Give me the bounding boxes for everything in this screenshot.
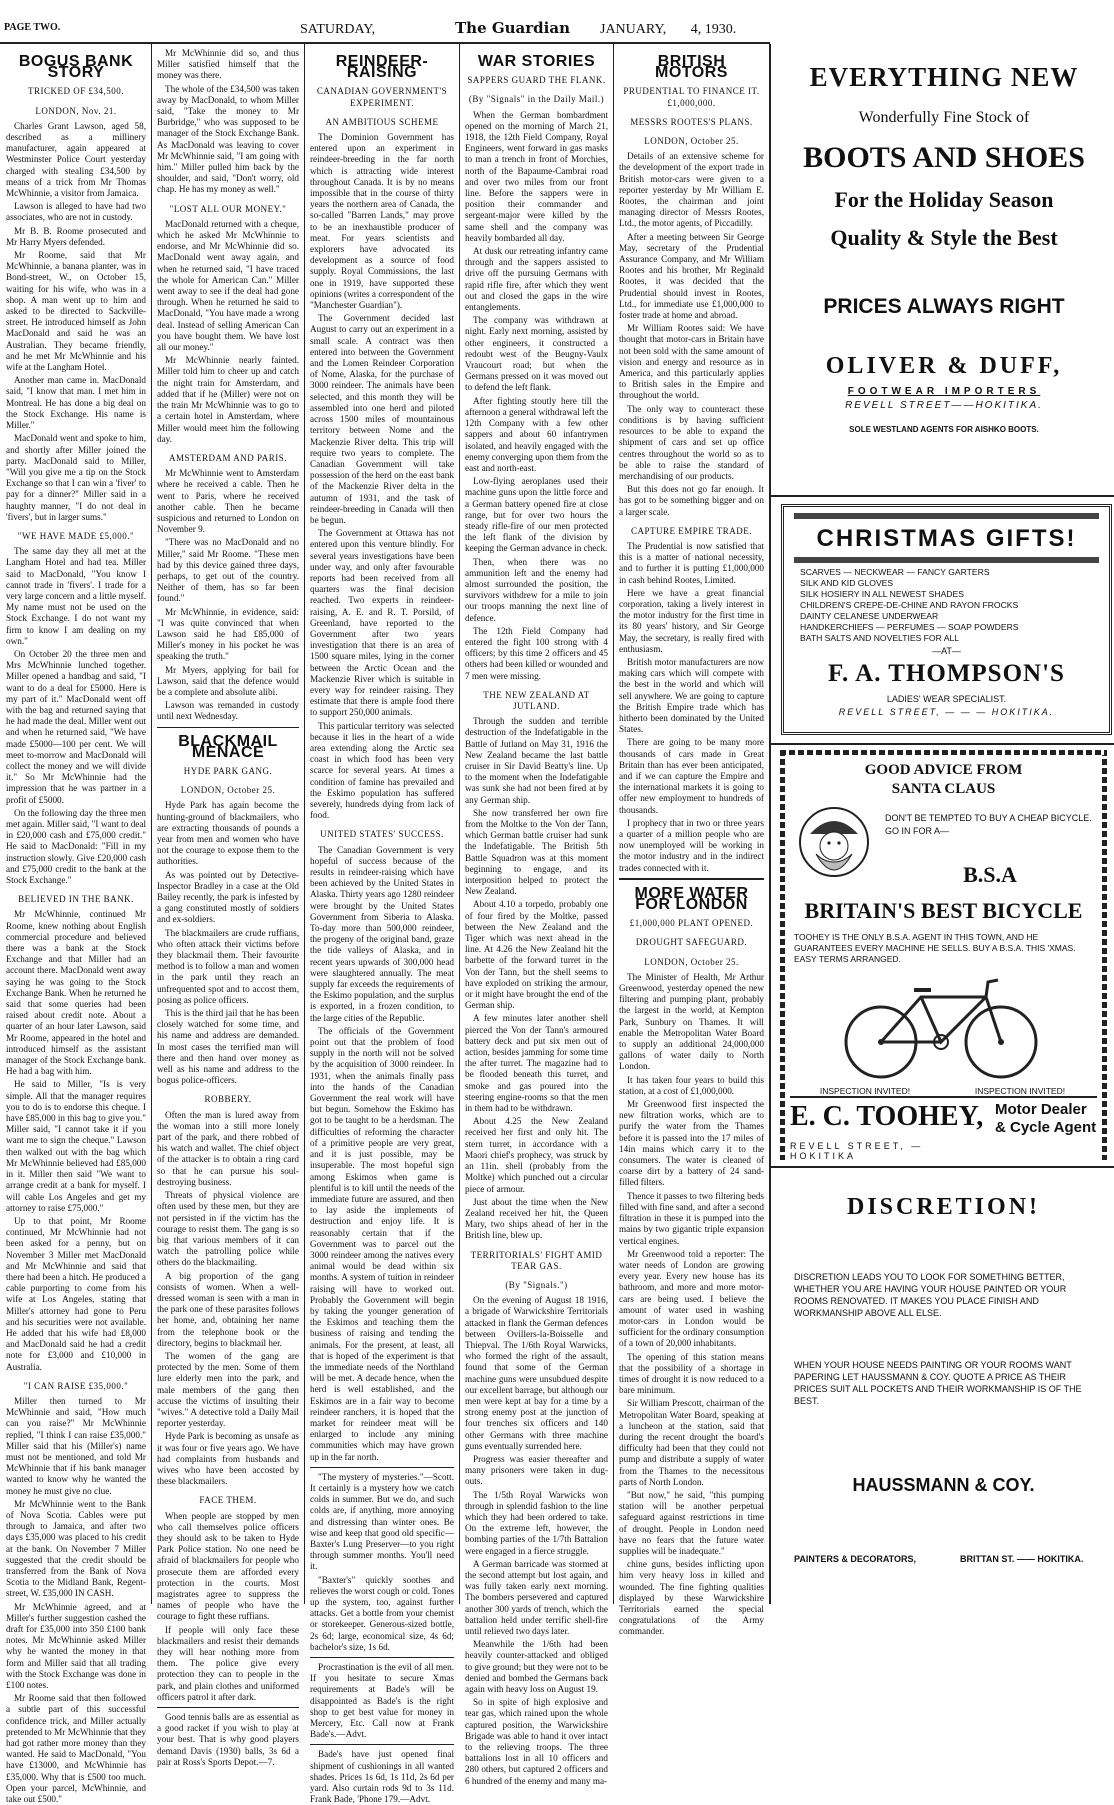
paragraph: Up to that point, Mr Roome continued, Mr McWhinnie had not been asked for a penny, but on November 3 Miller met MacDonald and Mr McWhinnie and said that there had been a hitch. He produced a cable purporting to come from his wife at Los Angeles, stating that Miller's attorney had gone to Peru and his securities were not available. He added that his wife had £8,000 and MacDonald said he had a credit note for £3,000 and £10,000 in Australia. [6,1215,146,1372]
ad-toohey [780,750,1107,1160]
subhead: FACE THEM. [199,1495,257,1506]
paragraph: As was pointed out by Detective-Inspector Bradley in a case at the Old Bailey recently, the park is infested by a gang constituted mostly of soldiers and ex-soldiers. [157,869,299,925]
paragraph: A German barricade was stormed at the second attempt but lost again, and was fully taken early next morning. The bombers persevered and captured another 300 yards of trench, which the battalion held under terrific shell-fire until relieved two days later. [465,1558,608,1637]
paragraph: Often the man is lured away from the woman into a still more lonely part of the park, and there robbed of his watch and wallet. The chief object of the attacker is to obtain a ring card so that he can pursue his soul-destroying business. [157,1109,299,1187]
subhead: SAPPERS GUARD THE FLANK. [467,75,606,86]
paragraph: "But now," he said, "this pumping station will be another perpetual safeguard against restrictions in time of drought. People in London need have no fears that the future water supplies will be inadequate." [619,1489,764,1556]
paragraph: Thence it passes to two filtering beds filled with fine sand, and after a second filtration in these it is pumped into the mains by two gigantic triple expansion vertical engines. [619,1190,764,1246]
paragraph: The blackmailers are crude ruffians, who often attack their victims before they blackmail them. Their favourite method is to follow a man and women in the park until they reach an unfrequented spot and to accost them, posing as police officers. [157,927,299,1005]
column-rule [769,44,771,1604]
bicycle-icon [836,972,1046,1082]
ad-brand: B.S.A [963,862,1017,887]
paragraph: The 1/5th Royal Warwicks won through in splendid fashion to the line which they had been ordered to take. On the extreme left, however, the bombing parties of the 1/7th Battalion were engaged in a fierce struggle. [465,1489,608,1556]
ad-rule [771,743,1114,745]
paragraph: I prophecy that in two or three years a quarter of a million people who are now unemployed will be working in the motor industry and in the indirect trades connected with it. [619,817,764,873]
headline-more-water: MORE WATER FOR LONDON [634,884,749,914]
paragraph: When people are stopped by men who call themselves police officers they should ask to be taken to Hyde Park Police station. No one need be afraid of blackmailers for people who prosecute them are afforded every protection in the courts. Most magistrates agree to suppress the names of people who have the courage to fight these ruffians. [157,1510,299,1622]
paragraph: The same day they all met at the Langham Hotel and had tea. Miller said to MacDonald, "You know I cannot trade in 'fivers'. I trade for a very large concern and a little myself. My name must not be used on the Stock Exchange. I do not want my firm to know I am dealing on my own." [6,546,146,646]
ad-list-item: CHILDREN'S CREPE-DE-CHINE AND RAYON FROCKS [800,600,1019,610]
paragraph: But this does not go far enough. It has got to be something bigger and on a larger scale. [619,484,764,517]
paragraph: Mr Roome, said that Mr McWhinnie, a banana planter, was in Bond-street, W., on October 15, waiting for his wife, who was in a shop. A man went up to him and asked to be directed to Sackville-street. He introduced himself as John MacDonald and said he was an Australian. They became friendly, and he met Mr McWhinnie and his wife at the Langham Hotel. [6,250,146,373]
paragraph: The women of the gang are protected by the men. Some of them lure elderly men into the park, and male members of the gang then accuse the victims of insulting their "wives." A detective told a Daily Mail reporter yesterday. [157,1350,299,1429]
divider [310,1744,454,1745]
paragraph: If people will only face these blackmailers and resist their demands they will hear nothing more from them. The police give every protection they can to people in the park, and plain clothes and uniformed officers patrol it after dark. [157,1624,299,1702]
paragraph: Another man came in. MacDonald said, "I know that man. I met him in Montreal. He has done a big deal on the Stock Exchange. His name is Miller." [6,375,146,431]
paragraph: There are going to be many more thousands of cars made in Great Britain than has ever been anticipated, and if we can capture the Empire and the international markets it is going to offer new employment to hundreds of thousands. [619,737,764,815]
paragraph: Details of an extensive scheme for the development of the export trade in British motor-cars were given to a reporter yesterday by Mr William E. Rootes, the chairman and joint managing director of Messrs Rootes, Ltd., the motor agents, of Piccadilly. [619,151,764,229]
paragraph: Here we have a great financial corporation, taking a lively interest in the motor industry for the first time in its 80 years' history, and Sir George May, the secretary, is really fired with enthusiasm. [619,587,764,654]
paragraph: Mr McWhinnie went to Amsterdam where he received a cable. Then he went to Paris, where he received another cable. Then he became suspicious and returned to London on November 9. [157,468,299,535]
header-rule [0,42,770,44]
subhead: TERRITORIALS' FIGHT AMID TEAR GAS. [470,1249,603,1271]
paragraph: The Government decided last August to carry out an experiment in a small scale. A contract was then entered into between the Government and the Lomen Reindeer Corporation of Nome, Alaska, for the purchase of 3000 reindeer. The animals have been selected, and this month they will be assembled into one herd and piloted across 1500 miles of mountainous territory between Nome and the Mackenzie River delta. This trip will require two years to complete. The Canadian Government will take possession of the herd on the east bank of the Mackenzie River delta in the autumn of 1931, and the task of reindeer-breeding in Canada will then be begun. [310,313,454,525]
paragraph: Low-flying aeroplanes used their machine guns upon the little force and a German battery opened fire at close range, but for over two hours the steady rifle-fire of our men protected the left flank of the division by keeping the German advance in check. [465,476,608,554]
paragraph: Progress was easier thereafter and many prisoners were taken in dug-outs. [465,1453,608,1487]
paragraph: Charles Grant Lawson, aged 58, described as a millinery manufacturer, again appeared at Westminster Police Court yesterday charged with stealing £34,500 by means of a trick from Mr Thomas McWhinnie, a visitor from Jamaica. [6,120,146,199]
paragraph: Procrastination is the evil of all men. If you hesitate to secure Xmas requirements at Bade's will be disappointed as Bade's is the right shop to get best value for money in Mercery, Etc. Call now at Frank Bade's.—Advt. [310,1662,454,1740]
ad-text: Wonderfully Fine Stock of [858,109,1030,126]
ad-list-item: BATH SALTS AND NOVELTIES FOR ALL [800,633,960,643]
paragraph: Mr McWhinnie, in evidence, said: "I was quite convinced that when Lawson said he had £85,000 of Miller's money in his pocket he was speaking the truth." [157,606,299,662]
divider [157,727,299,728]
paragraph: "The mystery of mysteries."—Scott. It certainly is a mystery how we catch colds in summer. But we do, and such colds are, if anything, more annoying and distressing than winter ones. Be wise and keep that good old specific—Baxter's Lung Preserver—to you right through summer months. You'll need it. [310,1471,454,1572]
ad-text: TOOHEY IS THE ONLY B.S.A. AGENT IN THIS TOWN, AND HE GUARANTEES EVERY MACHINE HE SELLS. BUY A B.S.A. THIS 'XMAS. EASY TERMS ARRANGED. [794,932,1076,964]
paragraph: Mr Myers, applying for bail for Lawson, said that the defence would be a complete and absolute alibi. [157,664,299,697]
paragraph: "Baxter's" quickly soothes and relieves the worst cough or cold. Tones up the system, too, against further attacks. Get a bottle from your chemist or storekeeper. Generous-sized bottle, 2s 6d; large, economical size, 4s 6d; bachelor's size, 1s 6d. [310,1574,454,1652]
ad-headline: SANTA CLAUS [891,781,996,797]
ad-agents: SOLE WESTLAND AGENTS FOR AISHKO BOOTS. [849,425,1039,434]
subhead: BELIEVED IN THE BANK. [18,894,134,905]
dateline: LONDON, Nov. 21. [35,105,117,116]
headline-british-motors: BRITISH MOTORS [655,53,728,82]
ad-rule [771,495,1114,497]
paragraph: Threats of physical violence are often used by these men, but they are not persisted in if the victim has the courage to resist them. The gang is so big that various members of it can watch the patrolling police while others do the blackmailing. [157,1190,299,1268]
paragraph: British motor manufacturers are now making cars which will compete with the best in the world and which will sell anywhere. We are going to capture the British Empire trade which has hitherto been dominated by the United States. [619,656,764,735]
ad-business-name: HAUSSMANN & COY. [852,1475,1035,1495]
paragraph: When the German bombardment opened on the morning of March 21, 1918, the 12th Field Company, Royal Engineers, went forward in gas masks to man a trench in front of Morchies, north of the Bapaume-Cambrai road and over two miles from our front line. Before the sappers were in position their commander and sergeant-major were killed by the same shell and the company was heavily bombarded all day. [465,109,608,243]
paragraph: Mr Greenwood told a reporter: The water needs of London are growing every year. Every new house has its bathroom, and more and more motor-cars are being used. I believe the amount of water used in washing motor-cars in London would be sufficient for the ordinary consumption of a town of 20,000 inhabitants. [619,1248,764,1349]
subhead: ROBBERY. [204,1094,252,1105]
paragraph: Sir William Prescott, chairman of the Metropolitan Water Board, speaking at a luncheon at the station, said that during the recent drought the board's difficulty had been that they could not pump and distribute a supply of water from the Thames to the necessitous parts of North London. [619,1398,764,1487]
paragraph: Lawson was remanded in custody until next Wednesday. [157,700,299,722]
paragraph: This particular territory was selected because it lies in the heart of a wide area extending along the Arctic sea coast in which food has been very scarce for several years. At times a condition of famine has prevailed and the Eskimo population has suffered severely, hundreds dying from lack of food. [310,720,454,821]
paragraph: MacDonald went and spoke to him, and shortly after Miller joined the party. MacDonald said to Miller, "Will you give me a tip on the Stock Exchange so that I can win a 'fiver' to pay for a dinner?" Miller said in a haughty manner, "I do not deal in 'fivers', but in larger sums." [6,433,146,522]
ad-trade: Motor Dealer [995,1101,1087,1118]
paragraph: The whole of the £34,500 was taken away by MacDonald, to whom Miller said, "Take the money to Mr Burbridge," who was supposed to be manager of the Stock Exchange Bank. As MacDonald was leaving to cover Mr McWhinnie said, "I am going with him." Miller pulled him back by the shoulder, and said, "Don't worry, old chap. He has my money as well." [157,83,299,195]
column-rule [459,44,460,1604]
subhead: "WE HAVE MADE £5,000." [17,530,135,541]
ad-haussmann [780,1172,1107,1592]
paragraph: Mr McWhinnie, continued Mr Roome, knew nothing about English commercial procedure and believed there was a bank at the Stock Exchange and that Miller had an account there. MacDonald went away saying he was going to the Stock Exchange Bank. When he returned he said that some queries had been raised about credit note. About a quarter of an hour later Lawson, said Mr Roome, appeared in the hotel and introduced himself as the assistant manager of the Stock Exchange bank. He had a bag with him. [6,909,146,1077]
ad-list [800,567,1093,644]
ad-trade: LADIES' WEAR SPECIALIST. [886,694,1007,704]
ad-text: WHEN YOUR HOUSE NEEDS PAINTING OR YOUR ROOMS WANT PAPERING LET HAUSSMANN & COY. QUOTE A PRICE AS THEIR PRICES SUIT ALL POCKETS AND THEIR WORKMANSHIP IS OF THE BEST. [794,1360,1082,1406]
paragraph: About 4.10 a torpedo, probably one of four fired by the Moltke, passed between the New Zealand and the Tiger which was next ahead in the line. At 4.26 the New Zealand hit the barbette of the forward turret in the Von der Tann, but the shell seems to have exploded on striking the armour, or it might have brought the end of the German ship. [465,899,608,1011]
paragraph: Hyde Park is becoming as unsafe as it was four or five years ago. We have had complaints from husbands and wives who have been accosted by these blackmailers. [157,1431,299,1487]
paragraph: A few minutes later another shell pierced the Von der Tann's armoured battery deck and put six men out of action, besides jamming for some time the after turret. The magazine had to be flooded beneath this turret, and smoke and gas poured into the steering engine-rooms so that the men in them had to be withdrawn. [465,1013,608,1114]
paragraph: A big proportion of the gang consists of women. When a well-dressed woman is seen with a man in the park one of these parasites follows her home, and, obtaining her name from the telephone book or the directory, begins to blackmail her. [157,1270,299,1348]
paragraph: He said to Miller, "Is is very simple. All that the manager requires you to do is to endorse this cheque. I have £85,000 in this bag to give you." Miller said, "I cannot take it if you want me to sign the cheque." Lawson then walked out with the bag which Mr McWhinnie believed had £85,000 in it. Miller then said "We want to arrange credit at a bank for myself. I will cable Los Angeles and get my attorney to raise £75,000." [6,1079,146,1213]
decorative-border [794,557,1099,563]
ad-list-item: SCARVES — NECKWEAR — FANCY GARTERS [800,567,990,577]
paragraph: "There was no MacDonald and no Miller," said Mr Roome. "These men had by this device gained three days, perhaps, to get out of the country. Neither of them, has so far been found." [157,537,299,604]
ad-list-item: HANDKERCHIEFS — PERFUMES — SOAP POWDERS [800,622,1019,632]
subhead: THE NEW ZEALAND AT JUTLAND. [483,689,590,711]
subhead: MESSRS ROOTES'S PLANS. [630,116,753,127]
decorative-border [794,513,1099,519]
paragraph: This is the third jail that he has been closely watched for some time, and his name and address are demanded. In most cases the terrified man will there and then hand over money as well as his name and address to the bogus police-officers. [157,1008,299,1086]
divider [310,1657,454,1658]
paragraph: After fighting stoutly here till the afternoon a general withdrawal left the 12th Company with a few other sappers and about 60 infantrymen isolated, and heavily engaged with the enemy converging upon them from the east and north-east. [465,395,608,473]
paragraph: Hyde Park has again become the hunting-ground of blackmailers, who are extracting thousands of pounds a year from men and women who have not the courage to expose them to the authorities. [157,800,299,867]
ad-thompson [781,504,1112,735]
paragraph: So in spite of high explosive and tear gas, which rained upon the whole captured position, the Warwickshire Brigade was able to hand it over intact to the relieving troops. The three battalions lost in all 10 officers and 280 others, but captured 2 officers and 6 hundred of the enemy and many ma- [465,1697,608,1786]
byline: (By "Signals.") [505,1279,568,1290]
dateline: LONDON, October 25. [644,136,739,147]
dateline: LONDON, October 25. [180,785,276,796]
column-rule [304,44,305,1604]
ad-address: REVELL STREET, — — — HOKITIKA. [838,707,1055,717]
byline: (By "Signals" in the Daily Mail.) [468,94,605,105]
ad-headline: CHRISTMAS GIFTS! [816,525,1077,552]
ad-headline: PRICES ALWAYS RIGHT [823,295,1065,318]
paragraph: Mr Roome said that then followed a subtle part of this successful confidence trick, and Miller actually pretended to Mr McWhinnie that they had got rather more money than they wanted. He said to MacDonald, "You have £13000, and McWhinnie has £35,000. Why that is £500 too much. Open your parcel, McWhinnie, and take out £500." [6,1693,146,1805]
subhead: "I CAN RAISE £35,000." [23,1380,129,1391]
ad-headline: GOOD ADVICE FROM [864,762,1023,778]
paragraph: About 4.25 the New Zealand received her first and only hit. The stern turret, in accordance with a Maori chief's prophecy, was struck by an 11in. shell (probably from the Moltke) which punched out a circular piece of armour. [465,1116,608,1194]
ad-text: Quality & Style the Best [830,225,1058,250]
divider [619,878,764,880]
subhead: PRUDENTIAL TO FINANCE IT. £1,000,000. [623,86,760,108]
subhead: AMSTERDAM AND PARIS. [169,452,287,463]
paragraph: Meanwhile the 1/6th had been heavily counter-attacked and obliged to give ground; but they were not to be denied and bombed the Germans back again with heavy loss on August 19. [465,1639,608,1695]
paragraph: Bade's have just opened final shipment of cushionings in all wanted shades. Prices 1s 6d, 1s 11d, 2s 6d per yard. Also curtain rods 9d to 3s 11d. Frank Bade, 'Phone 179.—Advt. [310,1749,454,1805]
paragraph: On the evening of August 18 1916, a brigade of Warwickshire Territorials attacked in flank the German defences between Ovillers-la-Boisselle and Thiepval. The 1/6th Royal Warwicks, who formed the right of the assault, found that some of the German machine guns were unsubdued despite our excellent barrage, but although our men were kept at bay for a time by a strong enemy post at the junction of four trenches six officers and 140 other Germans with three machine guns eventually surrended here. [465,1295,608,1451]
ad-oliver-duff [780,46,1108,486]
headline-war-stories: WAR STORIES [477,53,596,70]
masthead-title: The Guardian [455,19,570,37]
divider [157,1707,299,1708]
paragraph: The officials of the Government point out that the problem of food supply in the north will not be solved by the acquisition of 3000 reindeer. In 1931, when the animals finally pass into the hands of the Canadian Government the real work will have but begun. Somehow the Eskimo has got to be taught to be a herdsman. The difficulties of reforming the character of a primitive people are very great, and it is just possible, may be insuperable. The most hopeful sign among Eskimos when game is plentiful is to kill until the needs of the immediate future are assured, and then to lay aside the implements of destruction and enjoy life. It is reasonably certain that if the Government was to parcel out the 3000 reindeer among the natives every animal would be dead within six months. A system of tuition in reindeer raising will have to worked out. Probably the Government will begin by taking the younger generation of the Eskimos and teaching them the business of raising and tending the animals. For the present, at least, all that is hoped of the experiment is that the immediate needs of the Northland will be met. A decade hence, when the herd is well established, and the Eskimos are in a fair way to become reindeer ranchers, it is hoped that the market for reindeer meat will be enlarged to include any mining communities which may have grown up in the far north. [310,1025,454,1462]
subhead: AN AMBITIOUS SCHEME [325,116,439,127]
ad-headline: DISCRETION! [846,1194,1041,1220]
decorative-border [1102,750,1107,1160]
issue-date: JANUARY, 4, 1930. [600,22,737,37]
column-rule [613,44,614,1604]
ad-business-name: OLIVER & DUFF, [825,353,1063,379]
ad-headline: BOOTS AND SHOES [803,141,1085,174]
paragraph: Mr B. B. Roome prosecuted and Mr Harry Myers defended. [6,225,146,247]
paragraph: On October 20 the three men and Mrs McWhinnie lunched together. Miller opened a handbag and said, "I want to do a deal for £5000. Here is my part of it." MacDonald went off with the bag and returned saying that he had made the deal. Miller went out and when he returned said, "We have made £5000—100 per cent. We will meet to-morrow and MacDonald will collect the money and we will divide it." So Mr McWhinnie had the impression that he was partner in a profit of £5000. [6,648,146,805]
paragraph: Mr McWhinnie agreed, and at Miller's further suggestion cashed the draft for £35,000 into 350 £100 bank notes. Mr McWhinnie asked Miller why he wanted the money in that form and Miller said that all trading with the Stock Exchange was done in £100 notes. [6,1601,146,1691]
subhead: TRICKED OF £34,500. [27,86,124,97]
paragraph: Miller then turned to Mr McWhinnie and said, "How much can you raise?" Mr McWhinnie replied, "I think I can raise £35,000." Miller said that his (Miller's) name must not be mentioned, and told Mr McWhinnie that if his bank manager wanted to know why he wanted the money he must give no clue. [6,1395,146,1496]
headline-reindeer: REINDEER-RAISING [335,53,429,82]
weekday: SATURDAY, [300,22,376,37]
divider [310,1467,454,1468]
column-5 [619,48,764,1637]
paragraph: Just about the time when the New Zealand received her hit, the Queen Mary, two ships ahead of her in the British line, blew up. [465,1196,608,1241]
ad-headline: EVERYTHING NEW [809,62,1079,92]
subhead: CAPTURE EMPIRE TRADE. [630,525,753,536]
paragraph: Through the sudden and terrible destruction of the Indefatigable in the Battle of Jutland on May 31, 1916 the New Zealand became the last battle cruiser in Sir David Beatty's line. Up to the moment when the Indefatigable was sunk she had not been fired at by any German ship. [465,716,608,805]
paragraph: The Prudential is now satisfied that this is a matter of national necessity, and to further it is putting £1,000,000 in cash behind Rootes, Limited. [619,540,764,585]
paragraph: Mr McWhinnie went to the Bank of Nova Scotia. Cables were put through to Jamaica, and after two days £35,000 was placed to his credit at the bank. On November 7 Miller suggested that the credit should be transferred from the Bank of Nova Scotia to the Midland Bank, Regent-street, W. £35,000 IN CASH. [6,1498,146,1599]
paragraph: Good tennis balls are as essential as a good racket if you wish to play at your best. That is why good players demand Davis (1930) balls, 3s 6d a pair at Ross's Sports Depot.—7. [157,1712,299,1767]
ad-text: For the Holiday Season [834,187,1054,212]
ad-headline: BRITAIN'S BEST BICYCLE [804,898,1083,923]
paragraph: She now transferred her own fire from the Moltke to the Von der Tann, which German battle cruiser had sunk the Indefatigable. The British 5th Battle Squadron was at this moment beginning to engage, and its interposition helped to protect the New Zealand. [465,807,608,897]
ad-trade: & Cycle Agent [995,1119,1097,1136]
ad-list-item: DAINTY CELANESE UNDERWEAR [800,611,939,621]
column-4 [465,48,608,1786]
paragraph: At dusk our retreating infantry came through and the sappers assisted to drive off the pursuing Germans with rapid rifle fire, after which they went out and closed the gaps in the wire entanglements. [465,246,608,313]
ad-business-name: F. A. THOMPSON'S [828,660,1065,687]
ad-text: DISCRETION LEADS YOU TO LOOK FOR SOMETHING BETTER, WHETHER YOU ARE HAVING YOUR HOUSE PAINTED OR YOUR ROOMS RENOVATED. IT MAKES YOU PLACE FINISH AND WORKMANSHIP ABOVE ALL ELSE. [794,1272,1067,1318]
divider [790,1096,1097,1098]
paragraph: The Government at Ottawa has not entered upon this venture blindly. For several years investigations have been under way, and only after favourable reports had been received from all quarters was the final decision reached. Two experts in reindeer-raising, A. E. and R. T. Porsild, of Greenland, have reported to the Government after two years investigation that there is an area of 1500 square miles, lying in the corner between the Arctic Ocean and the Mackenzie River which is suitable in every way for reindeer raising. They estimate that there is ample food there to support 250,000 animals. [310,528,454,718]
subhead: CANADIAN GOVERNMENT'S EXPERIMENT. [316,86,448,108]
paragraph: The only way to counteract these conditions is by having sufficient resources to be able to expand the shipment of cars and set up office centres throughout the world so as to be able to raise the standard of merchandising of our products. [619,403,764,481]
ad-address: REVELL STREET——HOKITIKA. [845,400,1043,411]
ad-address: REVELL STREET, — HOKITIKA [790,1141,924,1161]
paragraph: The company was withdrawn at night. Early next morning, assisted by other engineers, it constructed a redoubt west of the Beugny-Vaulx Vraucourt road; but when the Germans pressed on it was moved out to defend the left flank. [465,315,608,393]
column-1 [6,48,146,1805]
subhead: HYDE PARK GANG. [183,765,273,776]
paragraph: The opening of this station means that the possibility of a shortage in times of drought it is now reduced to a bare minimum. [619,1351,764,1396]
subhead: £1,000,000 PLANT OPENED. [629,918,754,929]
dateline: LONDON, October 25. [644,956,739,967]
ad-address: BRITTAN ST. —— HOKITIKA. [960,1554,1084,1564]
paragraph: The 12th Field Company had entered the fight 100 strong with 4 officers; by this time 2 officers and 45 others had been killed or wounded and 7 men were missing. [465,625,608,681]
ad-rule [771,1166,1114,1168]
paragraph: After a meeting between Sir George May, secretary of the Prudential Assurance Company, and Mr William Rootes and his brother, Mr Reginald Rootes, it was decided that the Prudential should invest in Rootes, Ltd., for immediate use £1,000,000 to foster trade at home and abroad. [619,231,764,321]
paragraph: Then, when there was no ammunition left and the enemy had almost surrounded the position, the survivors withdrew for a mile to join our troops manning the next line of defence. [465,556,608,623]
paragraph: Lawson is alleged to have had two associates, who are not in custody. [6,201,146,223]
paragraph: Mr Greenwood first inspected the new filtration works, which are to purify the water from the Thames before it is passed into the 17 miles of 14in mains which carry it to the consumers. The water is cleaned of coarse dirt by a battery of 24 sand-filled filters. [619,1099,764,1188]
subhead: UNITED STATES' SUCCESS. [320,829,444,840]
subhead: "LOST ALL OUR MONEY." [169,203,287,214]
ad-text: INSPECTION INVITED! [974,1086,1066,1096]
paragraph: The Dominion Government has entered upon an experiment in reindeer-breeding in the far north which is attracting wide interest throughout Canada. It is by no means impossible that in the course of thirty years the northern area of Canada, the so-called "Barren Lands," may prove to be an inexhaustible producer of meat. For years scientists and explorers have advocated its development as a source of food supply. Royal Commissions, the last one in 1919, have supported these opinions (writes a correspondent of the "Manchester Guardian"). [310,132,454,311]
paragraph: MacDonald returned with a cheque, which he asked Mr McWhinnie to endorse, and Mr McWhinnie did so. MacDonald went away again, and when he returned said, "I have traced the whole for American Can." Miller went away to see if the deal had gone through. When he returned he said to MacDonald, "You have made a wrong deal. Instead of selling American Can you have bought them. We have lost all our money." [157,218,299,353]
subhead: DROUGHT SAFEGUARD. [635,937,748,948]
column-2 [157,48,299,1767]
paragraph: The Canadian Government is very hopeful of success because of the results in reindeer-raising which have been achieved by the United States in Alaska. Thirty years ago 1280 reindeer were brought by the United States Government from Siberia to Alaska. To-day more than 500,000 reindeer, the progeny of the original band, graze the tide valleys of Alaska, and in recent years upwards of 300,000 head were slaughtered annually. The meat supply far exceeds the requirements of the Eskimo population, and the surplus is exported, in a frozen condition, to the large cities of the Republic. [310,844,454,1023]
headline-blackmail: BLACKMAIL MENACE [178,732,278,761]
page-number: PAGE TWO. [4,22,61,33]
ad-business-name: E. C. TOOHEY, [790,1101,984,1132]
paragraph: It has taken four years to build this station, at a cost of £1,000,000. [619,1074,764,1096]
ad-list-item: SILK HOSIERY IN ALL NEWEST SHADES [800,589,964,599]
santa-claus-icon [794,802,874,888]
ad-text: —AT— [932,646,961,656]
paragraph: chine guns, besides inflicting upon him very heavy loss in killed and wounded. The fine fighting qualities displayed by these Warwickshire Territorials earned the special congratulations of the Army commander. [619,1559,764,1637]
column-3 [310,48,454,1805]
paragraph: Mr McWhinnie did so, and thus Miller satisfied himself that the money was there. [157,48,299,81]
paragraph: The Minister of Health, Mr Arthur Greenwood, yesterday opened the new filtering and pumping plant, probably the largest in the world, at Kempton Park, Sunbury on Thames. It will enable the Metropolitan Water Board to supply an additional 24,000,000 gallons of water daily to North London. [619,971,764,1072]
ad-text: DON'T BE TEMPTED TO BUY A CHEAP BICYCLE. GO IN FOR A— [885,813,1092,836]
decorative-border [780,750,1107,755]
ad-text: INSPECTION INVITED! [819,1086,911,1096]
page-header [0,18,770,42]
paragraph: On the following day the three men met again. Miller said, "I want to deal in £20,000 cash and £75,000 credit." He said to MacDonald: "Fill in my instruction slowly. Give £20,000 cash and £75,000 credit to the bank at the Stock Exchange." [6,807,146,886]
ad-trade: PAINTERS & DECORATORS, [794,1554,917,1564]
column-rule [151,44,152,1604]
paragraph: Mr McWhinnie nearly fainted. Miller told him to cheer up and catch the night train for Amsterdam, and added that if he (Miller) were not on the train Mr McWhinnie was to go to a certain hotel in Amsterdam, where Miller would meet him the following day. [157,355,299,444]
paragraph: Mr William Rootes said: We have thought that motor-cars in Britain have not been sold with the same amount of vision and energy and resource as in America, and this particularly applies to British sales in the Empire and throughout the world. [619,323,764,401]
headline-bogus-bank: BOGUS BANK STORY [18,53,134,82]
ad-list-item: SILK AND KID GLOVES [800,578,894,588]
ad-trade: FOOTWEAR IMPORTERS [847,386,1041,397]
decorative-border [780,750,785,1160]
